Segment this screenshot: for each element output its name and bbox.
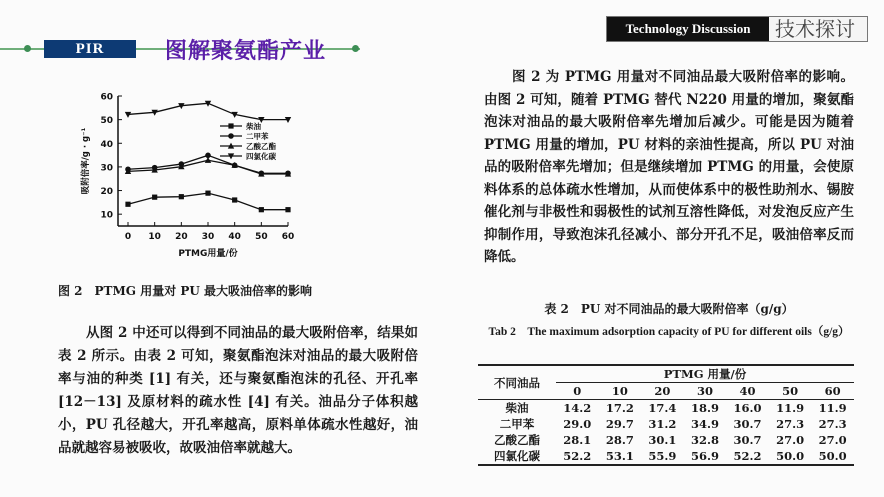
table-cell: 56.9 — [690, 449, 719, 463]
table-cell: 30.7 — [733, 433, 762, 447]
table-cell: 17.2 — [605, 401, 634, 415]
table-row-label: 柴油 — [505, 401, 529, 415]
table-row-label: 四氯化碳 — [494, 449, 540, 463]
legend-marker — [228, 123, 233, 128]
x-tick-label: 60 — [281, 232, 295, 242]
table-cell: 16.0 — [733, 401, 762, 415]
x-tick-label: 50 — [255, 232, 268, 242]
table-caption-cn: 表 2 PU 对不同油品的最大吸附倍率（g/g） — [544, 302, 794, 316]
section-tag: PIR — [44, 40, 136, 58]
table-cell: 14.2 — [563, 401, 592, 415]
table-cell: 28.7 — [605, 433, 634, 447]
table-row — [478, 448, 854, 465]
table-cell: 27.3 — [818, 417, 847, 431]
right-column-text — [484, 66, 854, 269]
figure-2-chart — [70, 88, 310, 268]
figure-caption: 图 2 PTMG 用量对 PU 最大吸油倍率的影响 — [58, 284, 313, 298]
table-cell: 31.2 — [648, 417, 677, 431]
table-body — [478, 400, 854, 466]
x-tick-label: 10 — [148, 232, 161, 242]
table-2 — [478, 364, 854, 466]
table-cell: 27.0 — [818, 433, 847, 447]
table-cell: 30.7 — [733, 417, 762, 431]
table-column-header: 40 — [739, 384, 756, 398]
table-cell: 27.3 — [776, 417, 805, 431]
table-cell: 55.9 — [648, 449, 677, 463]
table-column-header: 0 — [573, 384, 582, 398]
table-caption-en: Tab 2 The maximum adsorption capacity of PU for different oils（g/g） — [488, 326, 850, 338]
left-paragraph: 从图 2 中还可以得到不同油品的最大吸附倍率，结果如表 2 所示。由表 2 可知，聚氨酯泡沫对油品的最大吸附倍率与油的种类 [1] 有关，还与聚氨酯泡沫的孔径、开孔率 [12－13] 及原材料的疏水性 [4] 有关。油品分子体积越小，PU 孔径越大，开孔率越高，原料单体疏水性越好，油品就越容易被吸收，故吸油倍率就越大。 — [58, 325, 418, 456]
table-cell: 50.0 — [776, 449, 805, 463]
data-point — [259, 207, 264, 212]
legend-label: 乙酸乙酯 — [246, 142, 276, 151]
y-tick-label: 30 — [100, 163, 113, 174]
table-column-header: 20 — [654, 384, 671, 398]
table-cell: 29.7 — [605, 417, 634, 431]
left-column-text — [58, 322, 418, 460]
data-point — [232, 197, 237, 202]
data-point — [125, 202, 130, 207]
table-row — [478, 416, 854, 432]
column-banner — [606, 16, 868, 42]
table-cell: 32.8 — [690, 433, 719, 447]
table-row-label: 二甲苯 — [499, 417, 535, 431]
x-tick-label: 20 — [175, 232, 188, 242]
x-tick-label: 0 — [124, 232, 132, 242]
data-point — [205, 157, 211, 163]
y-tick-label: 40 — [100, 139, 113, 150]
header-dot-right — [352, 45, 359, 52]
table-cell: 52.2 — [563, 449, 592, 463]
table-cell: 30.1 — [648, 433, 677, 447]
y-tick-label: 50 — [100, 116, 113, 127]
y-tick-label: 20 — [100, 187, 113, 198]
table-row — [478, 432, 854, 448]
legend-label: 柴油 — [246, 122, 261, 131]
table-row — [478, 400, 854, 417]
x-tick-label: 30 — [201, 232, 215, 242]
table-cell: 27.0 — [776, 433, 805, 447]
column-title-en: Technology Discussion — [607, 17, 769, 41]
table-column-header: 30 — [696, 384, 713, 398]
y-tick-label: 60 — [100, 92, 113, 103]
table-row-header: 不同油品 — [478, 365, 556, 400]
legend-marker — [228, 133, 234, 139]
table-cell: 50.0 — [818, 449, 847, 463]
table-column-header: 50 — [782, 384, 799, 398]
table-cell: 11.9 — [818, 401, 847, 415]
header-dot-left — [24, 45, 31, 52]
table-column-header: 10 — [611, 384, 628, 398]
column-title-cn: 技术探讨 — [775, 17, 855, 41]
section-title: 图解聚氨酯产业 — [165, 39, 327, 64]
table-cell: 18.9 — [690, 401, 719, 415]
table-cell: 52.2 — [733, 449, 762, 463]
table-cell: 17.4 — [648, 401, 677, 415]
table-column-header: 60 — [824, 384, 841, 398]
table-row-label: 乙酸乙酯 — [494, 433, 540, 447]
data-point — [205, 191, 210, 196]
data-point — [285, 207, 290, 212]
table-cell: 34.9 — [690, 417, 719, 431]
data-point — [152, 195, 157, 200]
table-cell: 11.9 — [776, 401, 805, 415]
x-tick-label: 40 — [228, 232, 241, 242]
legend-label: 四氯化碳 — [246, 152, 276, 161]
legend-label: 二甲苯 — [246, 132, 269, 141]
table-cell: 29.0 — [563, 417, 592, 431]
table-group-header: PTMG 用量/份 — [556, 365, 854, 383]
y-axis-label: 吸附倍率/g · g⁻¹ — [81, 127, 91, 195]
data-point — [179, 194, 184, 199]
y-tick-label: 10 — [100, 210, 113, 221]
right-paragraph: 图 2 为 PTMG 用量对不同油品最大吸附倍率的影响。由图 2 可知，随着 PTMG 替代 N220 用量的增加，聚氨酯泡沫对油品的最大吸附倍率先增加后减少。可能是因为随着 PTMG 用量的增加，PU 材料的亲油性提高，所以 PU 对油品的吸附倍率先增加；但是继续增加 PTMG 的用量，会使原料体系的总体疏水性增加，从而使体系中的极性助剂水、锡胺催化剂与非极性和弱极性的试剂互溶性降低，对发泡反应产生抑制作用，导致泡沫孔径减小、部分开孔不足，吸油倍率反而降低。 — [484, 69, 854, 265]
table-cell: 53.1 — [605, 449, 634, 463]
x-axis-label: PTMG用量/份 — [178, 249, 238, 259]
table-cell: 28.1 — [563, 433, 592, 447]
